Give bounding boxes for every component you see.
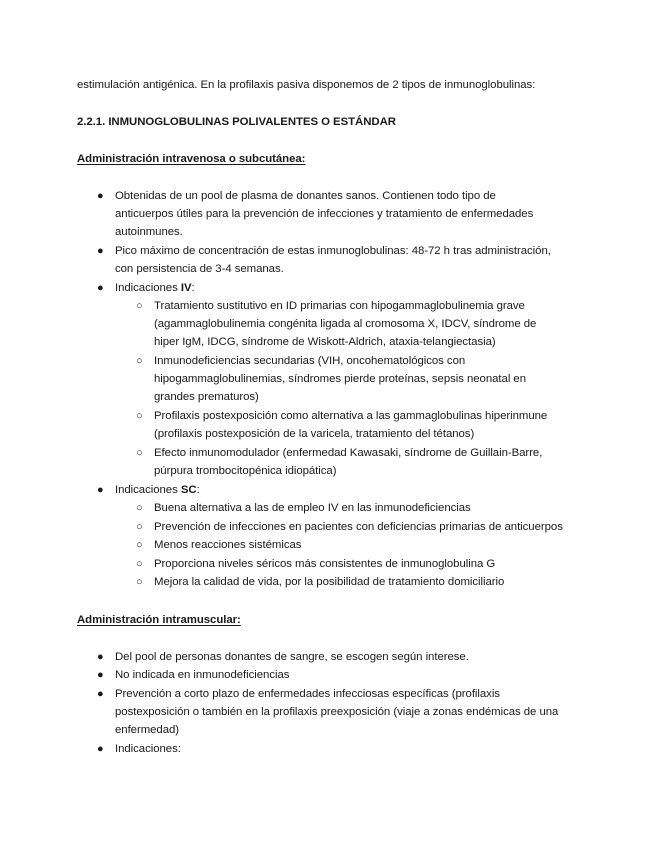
iv-indications-suffix: : (191, 282, 195, 294)
iv-sub-2-line-2: hipogammaglobulinemias, síndromes pierde proteínas, sepsis neonatal en (154, 373, 526, 385)
iv-sc-heading: Administración intravenosa o subcutánea: (77, 153, 306, 165)
im-bullet-1: Del pool de personas donantes de sangre, se escogen según interese. (115, 651, 469, 663)
im-bullet-3-line-3: enfermedad) (115, 724, 180, 736)
circle-bullet-icon: ○ (136, 521, 143, 533)
im-bullet-2: No indicada en inmunodeficiencias (115, 669, 290, 681)
iv-indications-strong: IV (180, 282, 192, 294)
bullet-icon: ● (97, 245, 104, 257)
circle-bullet-icon: ○ (136, 576, 143, 588)
bullet-icon: ● (97, 190, 104, 202)
bullet-icon: ● (97, 669, 104, 681)
sc-indications-suffix: : (196, 484, 200, 496)
circle-bullet-icon: ○ (136, 355, 143, 367)
im-bullet-4: Indicaciones: (115, 743, 181, 755)
sc-sub-5: Mejora la calidad de vida, por la posibilidad de tratamiento domiciliario (154, 576, 505, 588)
iv-sub-1-line-1: Tratamiento sustitutivo en ID primarias con hipogammaglobulinemia grave (154, 300, 525, 312)
iv-sc-bullet-2-line-2: con persistencia de 3-4 semanas. (115, 263, 284, 275)
iv-sub-1-line-3: hiper IgM, IDCG, síndrome de Wiskott-Aldrich, ataxia-telangiectasia) (154, 336, 496, 348)
bullet-icon: ● (97, 688, 104, 700)
circle-bullet-icon: ○ (136, 558, 143, 570)
circle-bullet-icon: ○ (136, 410, 143, 422)
iv-sub-4-line-2: púrpura trombocitopénica idiopática) (154, 465, 337, 477)
circle-bullet-icon: ○ (136, 300, 143, 312)
im-bullet-3-line-1: Prevención a corto plazo de enfermedades infecciosas específicas (profilaxis (115, 688, 500, 700)
bullet-icon: ● (97, 282, 104, 294)
bullet-icon: ● (97, 743, 104, 755)
sc-sub-4: Proporciona niveles séricos más consistentes de inmunoglobulina G (154, 558, 496, 570)
iv-sc-bullet-1-line-2: anticuerpos útiles para la prevención de infecciones y tratamiento de enfermedades (115, 208, 534, 220)
iv-indications-label (115, 280, 195, 296)
iv-sub-3-line-1: Profilaxis postexposición como alternativa a las gammaglobulinas hiperinmune (154, 410, 548, 422)
circle-bullet-icon: ○ (136, 539, 143, 551)
bullet-icon: ● (97, 484, 104, 496)
sc-sub-2: Prevención de infecciones en pacientes con deficiencias primarias de anticuerpos (154, 521, 563, 533)
sc-sub-3: Menos reacciones sistémicas (154, 539, 302, 551)
iv-sc-bullet-1-line-1: Obtenidas de un pool de plasma de donantes sanos. Contienen todo tipo de (115, 190, 496, 202)
iv-sc-bullet-1-line-3: autoinmunes. (115, 226, 183, 238)
section-heading: 2.2.1. INMUNOGLOBULINAS POLIVALENTES O ESTÁNDAR (77, 116, 396, 128)
iv-sc-bullet-2-line-1: Pico máximo de concentración de estas inmunoglobulinas: 48-72 h tras administración, (115, 245, 551, 257)
sc-indications-prefix: Indicaciones (115, 484, 181, 496)
iv-indications-prefix: Indicaciones (115, 282, 181, 294)
intro-text: estimulación antigénica. En la profilaxis pasiva disponemos de 2 tipos de inmunoglobulinas: (77, 79, 536, 91)
sc-indications-strong: SC (180, 484, 197, 496)
bullet-icon: ● (97, 651, 104, 663)
im-bullet-3-line-2: postexposición o también en la profilaxis preexposición (viaje a zonas endémicas de una (115, 706, 559, 718)
circle-bullet-icon: ○ (136, 502, 143, 514)
iv-sub-2-line-1: Inmunodeficiencias secundarias (VIH, oncohematológicos con (154, 355, 466, 367)
sc-sub-1: Buena alternativa a las de empleo IV en las inmunodeficiencias (154, 502, 471, 514)
sc-indications-label (115, 482, 200, 498)
iv-sub-4-line-1: Efecto inmunomodulador (enfermedad Kawasaki, síndrome de Guillain-Barre, (154, 447, 543, 459)
iv-sub-1-line-2: (agammaglobulinemia congénita ligada al cromosoma X, IDCV, síndrome de (154, 318, 537, 330)
iv-sub-2-line-3: grandes prematuros) (154, 391, 259, 403)
im-heading: Administración intramuscular: (77, 614, 241, 626)
iv-sub-3-line-2: (profilaxis postexposición de la varicela, tratamiento del tétanos) (154, 428, 475, 440)
circle-bullet-icon: ○ (136, 447, 143, 459)
